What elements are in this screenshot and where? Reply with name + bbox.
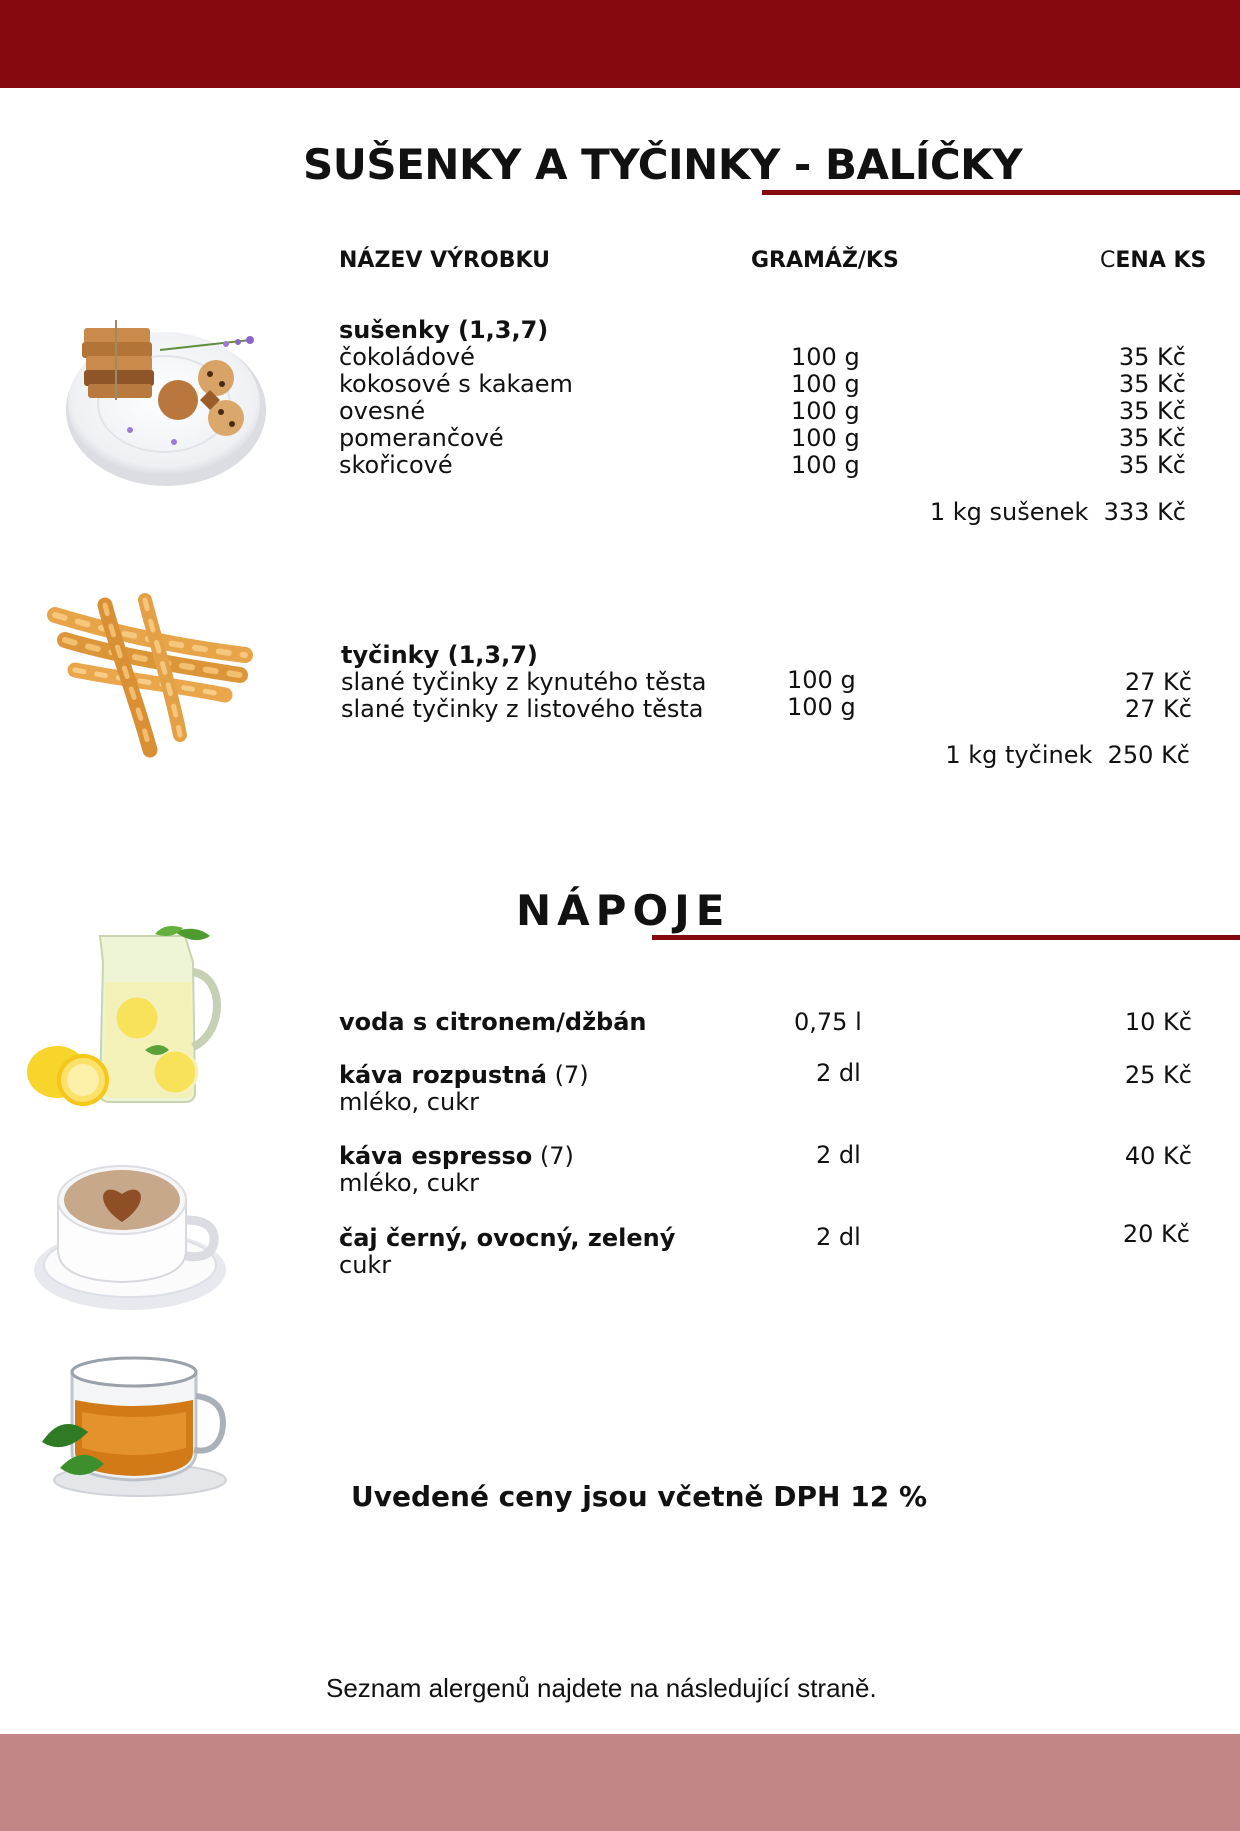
- drink-item-sub: cukr: [339, 1251, 392, 1279]
- drink-item-name: káva rozpustná: [339, 1061, 547, 1089]
- allergen-footer-note: Seznam alergenů najdete na následující straně.: [326, 1673, 877, 1703]
- drink-item-title: [339, 1062, 589, 1089]
- cookie-item-name: pomerančové: [339, 424, 504, 452]
- column-header-price-rest: ENA KS: [1115, 248, 1207, 273]
- top-band: [0, 0, 1240, 88]
- cookie-item-name: kokosové s kakaem: [339, 370, 573, 398]
- title-underline-drinks: [652, 935, 1240, 940]
- cookies-kg-value: 333 Kč: [1103, 498, 1186, 526]
- drink-item-sub: mléko, cukr: [339, 1088, 479, 1116]
- cookie-item-weight: 100 g: [791, 370, 860, 398]
- coffee-cup-photo: [30, 1150, 230, 1320]
- drink-item-volume: 0,75 l: [794, 1008, 862, 1036]
- drink-item-price: 20 Kč: [1122, 1220, 1190, 1248]
- drink-item-price: 10 Kč: [1124, 1008, 1192, 1036]
- cookie-item-name: ovesné: [339, 397, 426, 425]
- cookies-kg-price: [880, 499, 1186, 526]
- stick-item-price: 27 Kč: [1124, 668, 1192, 696]
- lemonade-jug-photo: [25, 922, 245, 1112]
- stick-item-price: 27 Kč: [1124, 695, 1192, 723]
- drink-item-name: čaj černý, ovocný, zelený: [339, 1224, 676, 1252]
- section-title-drinks: NÁPOJE: [516, 886, 731, 935]
- drink-item-allergen: (7): [546, 1061, 589, 1089]
- title-part-b: BALÍČKY: [824, 140, 1023, 189]
- section-title-cookies: [303, 140, 1022, 189]
- drink-item-volume: 2 dl: [816, 1059, 861, 1087]
- bottom-band: [0, 1734, 1240, 1831]
- stick-item-weight: 100 g: [787, 693, 856, 721]
- column-header-name: NÁZEV VÝROBKU: [339, 248, 550, 273]
- column-header-price-initial: C: [1100, 248, 1116, 273]
- cookie-item-price: 35 Kč: [1118, 370, 1186, 398]
- sticks-kg-label: 1 kg tyčinek: [945, 741, 1093, 769]
- stick-item-name: slané tyčinky z kynutého těsta: [341, 668, 707, 696]
- title-underline-cookies: [762, 190, 1240, 195]
- cookie-item-price: 35 Kč: [1118, 451, 1186, 479]
- bread-sticks-photo: [45, 585, 265, 765]
- tea-cup-photo: [42, 1352, 232, 1502]
- column-header-weight: GRAMÁŽ/KS: [751, 248, 899, 273]
- drink-item-volume: 2 dl: [816, 1223, 861, 1251]
- drink-item-name: káva espresso: [339, 1142, 533, 1170]
- cookie-item-weight: 100 g: [791, 424, 860, 452]
- sticks-kg-value: 250 Kč: [1107, 741, 1190, 769]
- cookie-item-price: 35 Kč: [1118, 343, 1186, 371]
- column-header-price: [1100, 248, 1206, 273]
- sticks-heading: tyčinky (1,3,7): [341, 641, 538, 669]
- drink-item-title: [339, 1143, 574, 1170]
- cookie-item-price: 35 Kč: [1118, 397, 1186, 425]
- cookie-item-name: skořicové: [339, 451, 453, 479]
- cookie-item-price: 35 Kč: [1118, 424, 1186, 452]
- cookie-item-name: čokoládové: [339, 343, 475, 371]
- sticks-kg-price: [880, 742, 1190, 769]
- cookies-heading: sušenky (1,3,7): [339, 316, 549, 344]
- cookie-item-weight: 100 g: [791, 343, 860, 371]
- vat-note: Uvedené ceny jsou včetně DPH 12 %: [351, 1480, 927, 1513]
- drink-item-price: 40 Kč: [1124, 1142, 1192, 1170]
- cookies-kg-label: 1 kg sušenek: [929, 498, 1089, 526]
- drink-item-volume: 2 dl: [816, 1141, 861, 1169]
- drink-item-price: 25 Kč: [1124, 1061, 1192, 1089]
- cookie-item-weight: 100 g: [791, 397, 860, 425]
- stick-item-name: slané tyčinky z listového těsta: [341, 695, 704, 723]
- drink-item-sub: mléko, cukr: [339, 1169, 479, 1197]
- cookie-item-weight: 100 g: [791, 451, 860, 479]
- drink-item-allergen: (7): [532, 1142, 574, 1170]
- stick-item-weight: 100 g: [787, 666, 856, 694]
- cookies-plate-photo: [50, 300, 310, 500]
- drink-item-name: voda s citronem/džbán: [339, 1008, 647, 1036]
- title-part-a: SUŠENKY A TYČINKY -: [303, 140, 825, 189]
